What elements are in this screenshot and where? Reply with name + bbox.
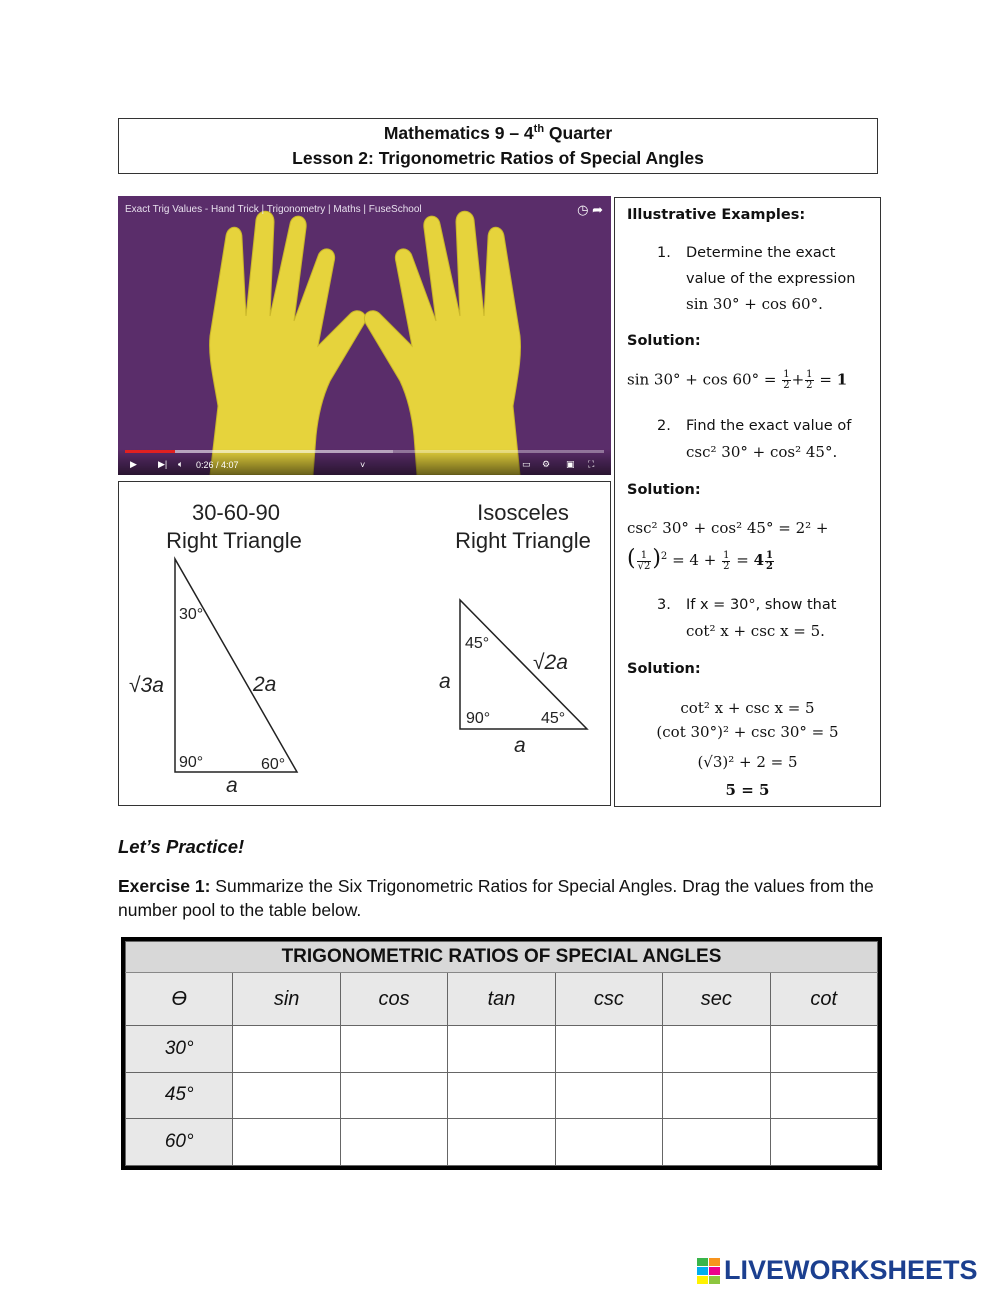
triangles-svg	[119, 482, 609, 804]
example-3-expression: cot² x + csc x = 5.	[686, 622, 825, 640]
drop-cell-30-sec[interactable]	[663, 1026, 770, 1073]
hands-illustration	[118, 196, 611, 475]
right-side-base: a	[514, 734, 526, 757]
header-csc: csc	[555, 973, 662, 1026]
right-angle-bottom: 45°	[541, 710, 566, 727]
lets-practice-heading: Let’s Practice!	[118, 836, 245, 857]
video-progress-bar[interactable]	[125, 450, 604, 453]
video-played	[125, 450, 175, 453]
drop-cell-30-cot[interactable]	[770, 1026, 877, 1073]
row-label-45: 45°	[126, 1072, 233, 1119]
left-side-vertical: √3a	[129, 674, 164, 697]
left-title-1: 30-60-90	[191, 500, 281, 525]
next-icon[interactable]: ▶|	[158, 459, 168, 469]
drop-cell-30-tan[interactable]	[448, 1026, 555, 1073]
exercise-instructions	[118, 874, 878, 922]
left-angle-bottom: 60°	[261, 756, 286, 773]
solution-1-label: Solution:	[627, 333, 701, 349]
example-1-number: 1.	[657, 245, 671, 261]
solution-1: sin 30° + cos 60° = $\frac{1}{2}$ + $\frac{1}{2}$ = 1	[627, 369, 848, 391]
example-1-line1: Determine the exact	[686, 245, 836, 261]
video-player[interactable]	[118, 196, 611, 475]
triangle-30-60-90	[175, 559, 297, 772]
exercise-label: Exercise 1:	[118, 876, 211, 896]
header-course-line: Mathematics 9 – 4th Quarter	[383, 123, 613, 143]
right-angle-right: 90°	[466, 710, 491, 727]
header-sin: sin	[233, 973, 340, 1026]
right-title-1: Isosceles	[477, 500, 569, 525]
illustrative-examples	[614, 197, 881, 807]
header-cot: cot	[770, 973, 877, 1026]
left-side-hyp: 2a	[253, 673, 277, 696]
video-title[interactable]: Exact Trig Values - Hand Trick | Trigonometry | Maths | FuseSchool	[125, 204, 422, 215]
header-theta: ϴ	[126, 973, 233, 1026]
volume-icon[interactable]: 🔈︎	[178, 459, 184, 469]
example-2-line1: Find the exact value of	[686, 418, 852, 434]
drop-cell-45-tan[interactable]	[448, 1072, 555, 1119]
left-angle-top: 30°	[179, 606, 204, 623]
row-label-60: 60°	[126, 1119, 233, 1166]
example-3-number: 3.	[657, 597, 671, 613]
header-lesson-line: Lesson 2: Trigonometric Ratios of Special Angles	[292, 148, 704, 168]
example-1-line2: value of the expression	[686, 271, 856, 287]
header-sec: sec	[663, 973, 770, 1026]
left-angle-right: 90°	[179, 754, 204, 771]
solution-2-line2: ( $\frac{1}{√2}$ )$^2$ = 4 + $\frac{1}{2}$ = 4 $\frac{1}{2}$	[627, 546, 773, 572]
example-1-expression: sin 30° + cos 60°.	[686, 295, 823, 313]
example-2-expression: csc² 30° + cos² 45°.	[686, 443, 838, 461]
video-top-icons	[577, 202, 603, 218]
solution-3-label: Solution:	[627, 661, 701, 677]
right-side-hyp: √2a	[533, 651, 568, 674]
subtitles-icon[interactable]: ▭	[522, 459, 531, 469]
share-icon[interactable]: ➦	[592, 202, 603, 217]
solution-3-line1: cot² x + csc x = 5	[680, 699, 815, 717]
header-tan: tan	[448, 973, 555, 1026]
solution-3-line4: 5 = 5	[725, 781, 770, 799]
drop-cell-60-tan[interactable]	[448, 1119, 555, 1166]
page-header	[118, 118, 878, 174]
youtube-icon[interactable]: ▣	[566, 459, 575, 469]
drop-cell-60-sin[interactable]	[233, 1119, 340, 1166]
solution-3-line3: (√3)² + 2 = 5	[697, 753, 798, 771]
video-time: 0:26 / 4:07	[196, 460, 239, 470]
play-icon[interactable]: ▶	[130, 459, 137, 469]
drop-cell-60-csc[interactable]	[555, 1119, 662, 1166]
left-side-base: a	[226, 774, 238, 797]
special-triangles-figure	[118, 481, 611, 806]
drop-cell-45-cot[interactable]	[770, 1072, 877, 1119]
left-title-2: Right Triangle	[166, 528, 302, 553]
examples-heading: Illustrative Examples:	[627, 207, 806, 223]
watch-later-icon[interactable]: ◷	[577, 202, 589, 217]
right-angle-top: 45°	[465, 635, 490, 652]
solution-2-line1: csc² 30° + cos² 45° = 2² +	[627, 519, 829, 537]
header-cos: cos	[340, 973, 447, 1026]
drop-cell-30-csc[interactable]	[555, 1026, 662, 1073]
trig-ratios-table	[121, 937, 882, 1170]
drop-cell-60-cot[interactable]	[770, 1119, 877, 1166]
drop-cell-30-cos[interactable]	[340, 1026, 447, 1073]
solution-2-label: Solution:	[627, 482, 701, 498]
logo-text: LIVEWORKSHEETS	[724, 1255, 978, 1285]
right-title-2: Right Triangle	[455, 528, 591, 553]
row-label-30: 30°	[126, 1026, 233, 1073]
drop-cell-45-cos[interactable]	[340, 1072, 447, 1119]
drop-cell-60-sec[interactable]	[663, 1119, 770, 1166]
chevron-down-icon[interactable]: ˅	[360, 460, 366, 470]
table-title: TRIGONOMETRIC RATIOS OF SPECIAL ANGLES	[126, 942, 878, 973]
drop-cell-45-sec[interactable]	[663, 1072, 770, 1119]
fullscreen-icon[interactable]: ⛶	[588, 459, 595, 469]
settings-icon[interactable]: ⚙	[542, 459, 551, 469]
logo-blocks-icon	[697, 1258, 723, 1286]
right-side-vertical: a	[439, 670, 451, 693]
example-3-line1: If x = 30°, show that	[686, 597, 837, 613]
example-2-number: 2.	[657, 418, 671, 434]
exercise-text: Summarize the Six Trigonometric Ratios for Special Angles. Drag the values from the number pool to the table below.	[118, 876, 874, 920]
drop-cell-60-cos[interactable]	[340, 1119, 447, 1166]
drop-cell-30-sin[interactable]	[233, 1026, 340, 1073]
solution-3-line2: (cot 30°)² + csc 30° = 5	[656, 723, 839, 741]
drop-cell-45-sin[interactable]	[233, 1072, 340, 1119]
drop-cell-45-csc[interactable]	[555, 1072, 662, 1119]
